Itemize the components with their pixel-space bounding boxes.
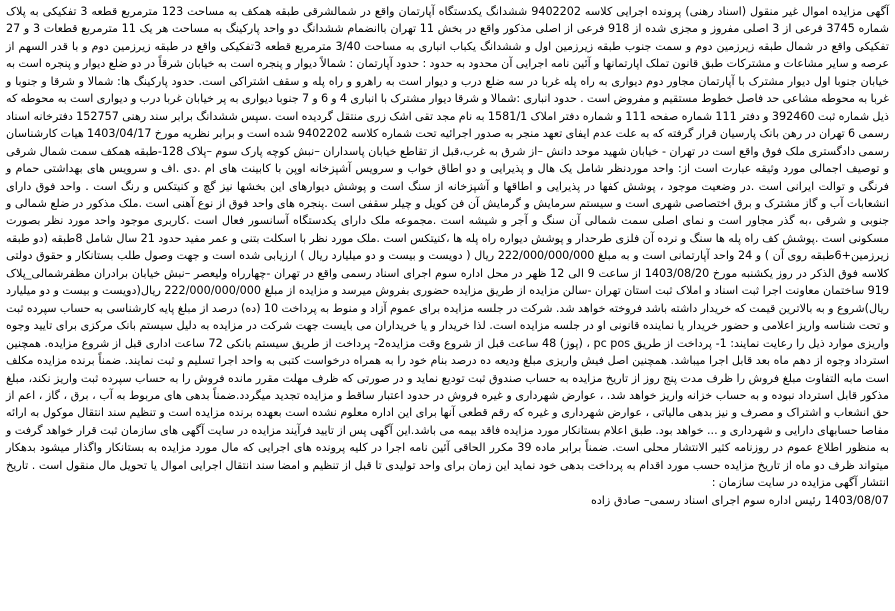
auction-notice-body: آگهی مزایده اموال غیر منقول (اسناد رهنی) پرونده اجرایی کلاسه 9402202 ششدانگ یکدستگاه آپارتمان واقع در شمالشرقی طبقه همکف به مساحت 123 مترمربع قطعه 3 تفکیکی به پلاک شماره 3745 فرعی از 3 اصلی مفروز و مجزی شده از 918 فرعی از اصلی مذکور واقع در بخش 11 تهران باانضمام ششدانگ دو واحد پارکینگ به مساحت هر یک 11 مترمربع قطعات 3 و 27 تفکیکی واقع در شمال طبقه زیرزمین دوم و سمت جنوب طبقه زیرزمین اول و ششدانگ یکباب انباری به مساحت 3/40 مترمربع قطعه 3تفکیکی واقع در طبقه زیرزمین دوم و با قدر السهم از عرصه و سایر مشاعات و مشترکات طبق قانون تملک اپارتمانها و آئین نامه اجرایی آن محدود به حدود : حدود آپارتمان : شمالاً دیوار و پنجره است به خیابان شرقاً در دو ضلع دیوار و پنجره است به خیابان جنوبا اول دیوار مشترک با آپارتمان مجاور دوم دیواری به راه پله غربا در سه ضلع درب و دیوار است به راهرو و راه پله و سقف اشتراکی است. حدود پارکینگ ها: شمالا و شرقا و جنوبا و غربا به محوطه مشاعی حد فاصل خطوط مستقیم و مفروض است . حدود انباری :شمالا و شرقا دیوار مشترک با انباری 4 و 6 و 7 جنوبا دیواری به پر خیابان غربا درب و دیواری است به محوطه که ذیل شماره ثبت 392460 و دفتر 111 شماره صفحه 111 و شماره دفتر املاک 1581/1 به نام مجد تقی اشک زری منتقل گردیده است .سپس ششدانگ برابر سند رهنی 152757 دفترخانه اسناد رسمی 6 تهران در رهن بانک پارسیان قرار گرفته که به علت عدم ایفای تعهد منجر به صدور اجرائیه تحت شماره کلاسه 9402202 شده است و برابر نظریه مورخ 1403/04/17 هیات کارشناسان رسمی دادگستری ملک فوق واقع است در تهران - خیابان شهید موحد دانش –از شرق به غرب،قبل از تقاطع خیابان پاسداران –نبش کوچه پارک سوم –پلاک 128-طبقه همکف سمت شمال شرقی و توصیف اجمالی مورد وثیقه عبارت است از: واحد موردنظر شامل یک هال و پذیرایی و دو اطاق خواب و سرویس آشپزخانه اوپن با کابینت های ام .دی .اف و سرویس های بهداشتی حمام و فرنگی و توالت ایرانی است .در وضعیت موجود ، پوشش کفها در پذیرایی و اطاقها و آشپزخانه از سنگ است و پوشش دیوارهای این بخشها نیز گچ و کنیتکس و رنگ است . واحد فوق دارای انشعابات آب و گاز مشترک و برق اختصاصی شهری است و سیستم سرمایش و گرمایش آن فن کویل و چیلر سقفی است .پنجره های واحد فوق از نوع آهنی است .ملک مذکور در ضلع شمالی و جنوبی و شرقی ،به گذر مجاور است و نمای اصلی سمت شمالی آن سنگ و آجر و شیشه است .مجموعه ملک دارای یکدستگاه آسانسور فعال است .کاربری موجود واحد مورد نظر بصورت مسکونی است .پوشش کف راه پله ها سنگ و نرده آن فلزی طرحدار و پوشش دیواره راه پله ها ،کنیتکس است .ملک مورد نظر با اسکلت بتنی و عمر مفید حدود 21 سال شامل 8طبقه (دو طبقه زیرزمین+6طبقه روی آن ) و 24 واحد آپارتمانی است و به مبلغ 222/000/000/000 ریال ( دویست و بیست و دو میلیارد ریال ) ارزیابی شده است و جهت وصول طلب بستانکار و حقوق دولتی کلاسه فوق الذکر در روز یکشنبه مورخ 1403/08/20 از ساعت 9 الی 12 ظهر در محل اداره سوم اجرای اسناد رسمی واقع در تهران -چهارراه ولیعصر –نبش خیابان برادران مظفرشمالی_پلاک 919 ساختمان معاونت اجرا ثبت اسناد و املاک ثبت استان تهران -سالن مزایده از طریق مزایده حضوری بفروش میرسد و مزایده از مبلغ 222/000/000/000 ریال(دویست و بیست و دو میلیارد ریال)شروع و به بالاترین قیمت که خریدار داشته باشد فروخته خواهد شد. شرکت در جلسه مزایده برای عموم آزاد و منوط به پرداخت 10 (ده) درصد از مبلغ پایه کارشناسی به حساب سپرده ثبت و تحت شناسه واریز اعلامی و حضور خریدار یا نماینده قانونی او در جلسه مزایده است. لذا خریدار و یا خریداران می بایست جهت شرکت در مزایده به دلیل سیستم بانک مرکزی برای تایید وجوه واریزی موارد ذیل را رعایت نمایند: 1- پرداخت از طریق pc pos ، (پوز) 48 ساعت قبل از شروع وقت مزایده2- پرداخت از طریق سیستم بانکی 72 ساعت اداری قبل از شروع مزایده. همچنین استرداد وجوه از دهم ماه بعد قابل اجرا میباشد. همچنین اصل فیش واریزی مبلغ ودیعه ده درصد بنام خود را به همراه درخواست کتبی به واحد اجرا تسلیم و ثبت نمایند. ضمناً برنده مزایده مکلف است مابه التفاوت مبلغ فروش را ظرف مدت پنج روز از تاریخ مزایده به حساب صندوق ثبت تودیع نماید و در صورتی که ظرف مهلت مقرر مانده فروش را به حساب سپرده ثبت واریز نکند، مبلغ مذکور قابل استرداد نبوده و به حساب خزانه واریز خواهد شد. ، عوارض شهرداری و غیره فروش در حدود اعتبار ساقط و مزایده تجدید میگردد.ضمناً بدهی های مربوط به آب ، برق ، گاز ، اعم از حق انشعاب و اشتراک و مصرف و نیز بدهی مالیاتی ، عوارض شهرداری و غیره که رقم قطعی آنها برای این اداره معلوم نشده است بعهده برنده مزایده است و تنظیم سند انتقال موکول به ارائه مفاصا حسابهای دارایی و شهرداری و ... خواهد بود. طبق اعلام بستانکار مورد مزایده فاقد بیمه می باشد.این آگهی پس از تایید فرآیند مزایده در سایت آگهی های سازمان ثبت قرار خواهد گرفت و به منظور اطلاع عموم در روزنامه کثیر الانتشار محلی است. ضمناً برابر ماده 39 مکرر الحاقی آئین نامه اجرا در کلیه پرونده های اجرایی که مال مورد مزایده به بستانکار واگذار میشود بدهکار میتواند ظرف دو ماه از تاریخ مزایده حسب مورد اقدام به پرداخت بدهی خود نماید این زمان برای واحد تولیدی تا قبل از تنظیم و امضا سند انتقال اجرایی اموال یا تحویل مال منقول است . تاریخ انتشار آگهی مزایده در سایت سازمان : [6,5,890,490]
auction-notice-footer: 1403/08/07 رئیس اداره سوم اجرای اسناد رسمی– صادق زاده [590,493,889,507]
